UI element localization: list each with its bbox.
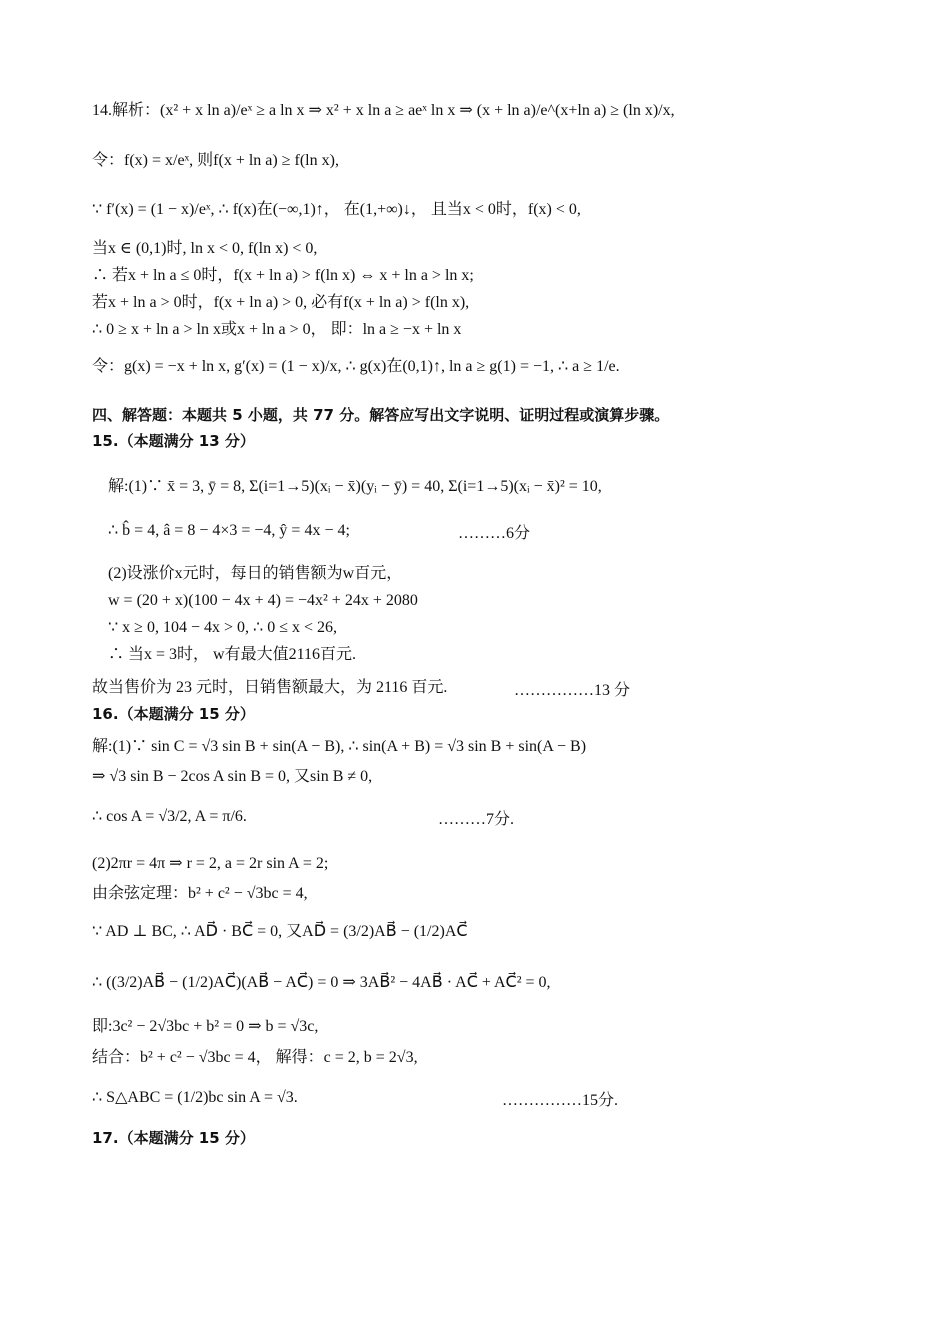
q14-line-7: ∴ 0 ≥ x + ln a > ln x或x + ln a > 0， 即：ln a ≥ −x + ln x — [92, 321, 462, 338]
q15-line-1: 解:(1)∵ x̄ = 3, ȳ = 8, Σ(i=1→5)(xᵢ − x̄)(yᵢ − ȳ) = 40, Σ(i=1→5)(xᵢ − x̄)² = 10, — [108, 478, 602, 495]
q14-line-4: 当x ∈ (0,1)时, ln x < 0, f(ln x) < 0, — [92, 240, 318, 257]
q16-line-7: ∴ ((3/2)AB⃗ − (1/2)AC⃗)(AB⃗ − AC⃗) = 0 ⇒ 3AB⃗² − 4AB⃗ · AC⃗ + AC⃗² = 0, — [92, 974, 551, 991]
q15-title: 15.（本题满分 13 分） — [92, 432, 255, 450]
q15-line-4: w = (20 + x)(100 − 4x + 4) = −4x² + 24x + 2080 — [108, 592, 418, 609]
q16-line-2: ⇒ √3 sin B − 2cos A sin B = 0, 又sin B ≠ 0, — [92, 768, 373, 785]
q15-line-5: ∵ x ≥ 0, 104 − 4x > 0, ∴ 0 ≤ x < 26, — [108, 619, 337, 636]
q15-line-2: ∴ b̂ = 4, â = 8 − 4×3 = −4, ŷ = 4x − 4; — [108, 522, 350, 539]
q16-line-4: (2)2πr = 4π ⇒ r = 2, a = 2r sin A = 2; — [92, 855, 329, 872]
section-4-heading: 四、解答题：本题共 5 小题，共 77 分。解答应写出文字说明、证明过程或演算步骤。 — [92, 406, 670, 424]
q15-score-2: ……………13 分 — [514, 682, 631, 699]
q16-line-6: ∵ AD ⊥ BC, ∴ AD⃗ · BC⃗ = 0, 又AD⃗ = (3/2)AB⃗ − (1/2)AC⃗ — [92, 923, 468, 940]
q16-line-1: 解:(1)∵ sin C = √3 sin B + sin(A − B), ∴ sin(A + B) = √3 sin B + sin(A − B) — [92, 738, 587, 755]
q14-line-6: 若x + ln a > 0时，f(x + ln a) > 0, 必有f(x + ln a) > f(ln x), — [92, 294, 470, 311]
q17-title: 17.（本题满分 15 分） — [92, 1129, 255, 1147]
q14-line-8: 令：g(x) = −x + ln x, g′(x) = (1 − x)/x, ∴ g(x)在(0,1)↑, ln a ≥ g(1) = −1, ∴ a ≥ 1/e. — [92, 358, 620, 375]
q15-line-6: ∴ 当x = 3时， w有最大值2116百元. — [108, 646, 356, 663]
q16-line-5: 由余弦定理：b² + c² − √3bc = 4, — [92, 885, 308, 902]
q16-line-8: 即:3c² − 2√3bc + b² = 0 ⇒ b = √3c, — [92, 1018, 319, 1035]
q16-title: 16.（本题满分 15 分） — [92, 705, 255, 723]
q16-score-1: ………7分. — [438, 811, 515, 828]
q14-line-3: ∵ f′(x) = (1 − x)/eˣ, ∴ f(x)在(−∞,1)↑， 在(1,+∞)↓， 且当x < 0时，f(x) < 0, — [92, 201, 581, 218]
q14-line-2: 令：f(x) = x/eˣ, 则f(x + ln a) ≥ f(ln x), — [92, 152, 339, 169]
q16-score-2: ……………15分. — [502, 1092, 619, 1109]
q15-line-3: (2)设涨价x元时，每日的销售额为w百元， — [108, 565, 403, 582]
q16-line-9: 结合：b² + c² − √3bc = 4， 解得：c = 2, b = 2√3, — [92, 1049, 418, 1066]
q16-line-10: ∴ S△ABC = (1/2)bc sin A = √3. — [92, 1089, 298, 1106]
q14-line-5: ∴ 若x + ln a ≤ 0时，f(x + ln a) > f(ln x) ⇔ x + ln a > ln x; — [92, 267, 474, 284]
q15-line-7: 故当售价为 23 元时，日销售额最大，为 2116 百元. — [92, 679, 448, 696]
q14-line-1: 14.解析：(x² + x ln a)/eˣ ≥ a ln x ⇒ x² + x ln a ≥ aeˣ ln x ⇒ (x + ln a)/e^(x+ln a) ≥ (ln x)/x, — [92, 102, 675, 119]
q15-score-1: ………6分 — [458, 525, 531, 542]
q16-line-3: ∴ cos A = √3/2, A = π/6. — [92, 808, 247, 825]
